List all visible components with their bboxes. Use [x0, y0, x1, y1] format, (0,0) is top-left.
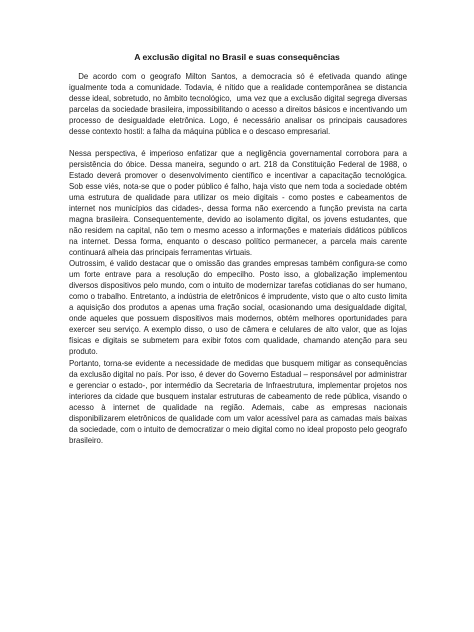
paragraph-conclusion: Portanto, torna-se evidente a necessidade de medidas que busquem mitigar as consequências da exclusão digital no país. Por isso, é dever do Governo Estadual – responsável por administrar e gerenciar o estado-, por intermédio da Secretaria de Infraestrutura, implementar projetos nos interiores da cidade que busquem instalar estruturas de cabeamento de rede pública, visando o acesso à internet de qualidade na região. Ademais, cabe as empresas nacionais disponibilizarem eletrônicos de qualidade com um valor acessível para as camadas mais baixas da sociedade, com o intuito de democratizar o meio digital como no ideal proposto pelo geografo brasileiro.: [69, 359, 407, 446]
paragraph-development-2: Outrossim, é valido destacar que o omissão das grandes empresas também configura-se como um forte entrave para a resolução do empecilho. Posto isso, a globalização implementou diversos dispositivos pelo mundo, com o intuito de modernizar tarefas cotidianas do ser humano, como o trabalho. Entretanto, a indústria de eletrônicos é imprudente, visto que o alto custo limita a aquisição dos produtos a apenas uma fração social, ocasionando uma desigualdade digital, onde aqueles que possuem dispositivos mais modernos, obtém melhores oportunidades para exercer seu serviço. A exemplo disso, o uso de câmera e celulares de alto valor, que as lojas físicas e digitais se submetem para exibir fotos com qualidade, chamando atenção para seu produto.: [69, 259, 407, 357]
paragraph-development-1: Nessa perspectiva, é imperioso enfatizar que a negligência governamental corrobora para a persistência do óbice. Dessa maneira, segundo o art. 218 da Constituição Federal de 1988, o Estado deverá promover o desenvolvimento científico e incentivar a capacitação tecnológica. Sob esse viés, nota-se que o poder público é falho, haja visto que nem toda a sociedade obtém uma estrutura de qualidade para utilizar os meio digitais - como postes e cabeamentos de internet nos municípios das cidades-, dessa forma não exercendo a função prevista na carta magna brasileira. Consequentemente, devido ao isolamento digital, os jovens estudantes, que não residem na capital, não tem o mesmo acesso a informações e materiais didáticos públicos na internet. Dessa forma, enquanto o descaso político permanecer, a parcela mais carente continuará alheia das principais ferramentas virtuais.: [69, 149, 407, 258]
paragraph-introduction: De acordo com o geografo Milton Santos, a democracia só é efetivada quando atinge igualmente toda a comunidade. Todavia, é nítido que a realidade contemporânea se distancia desse ideal, sobretudo, no âmbito tecnológico, uma vez que a exclusão digital segrega diversas parcelas da sociedade brasileira, impossibilitando o acesso a direitos básicos e incentivando um processo de desigualdade eletrônica. Logo, é necessário analisar os principais causadores desse contexto hostil: a falha da máquina pública e o descaso empresarial.: [69, 72, 410, 137]
document-title: A exclusão digital no Brasil e suas consequências: [134, 52, 340, 62]
